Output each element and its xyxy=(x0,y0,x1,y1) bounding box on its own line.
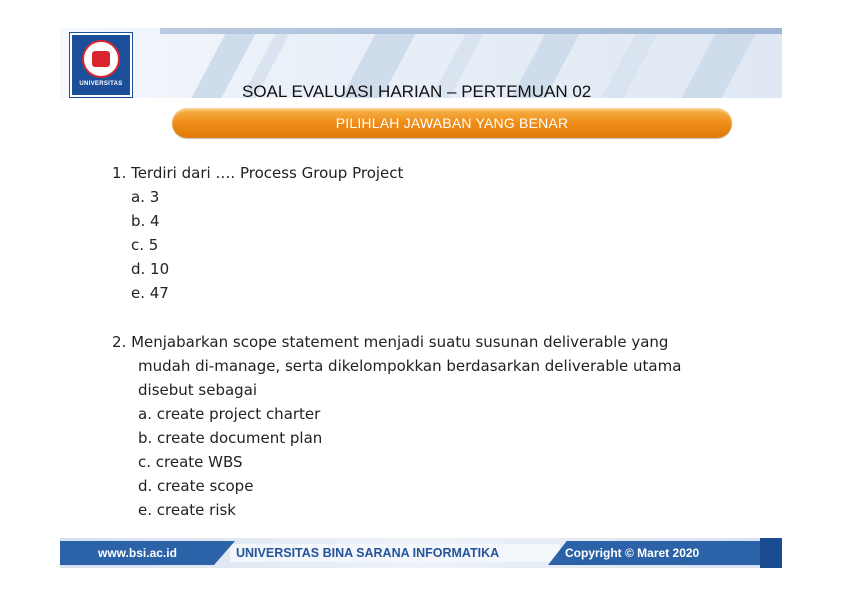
footer-copyright: Copyright © Maret 2020 xyxy=(565,546,700,560)
answer-option: a. 3 xyxy=(131,188,160,206)
footer-url: www.bsi.ac.id xyxy=(98,546,177,560)
question-2 xyxy=(112,330,681,522)
question-text: 1. Terdiri dari …. Process Group Project xyxy=(112,164,404,182)
question-text: disebut sebagai xyxy=(138,381,258,399)
question-1 xyxy=(112,161,403,305)
footer-university-name: UNIVERSITAS BINA SARANA INFORMATIKA xyxy=(236,546,500,560)
instruction-text: PILIHLAH JAWABAN YANG BENAR xyxy=(335,115,569,131)
banner-stripe xyxy=(601,28,660,98)
logo-emblem-icon xyxy=(92,51,110,67)
page-title: SOAL EVALUASI HARIAN – PERTEMUAN 02 xyxy=(242,82,592,101)
logo-seal-icon xyxy=(82,40,120,78)
answer-option: a. create project charter xyxy=(138,405,321,423)
answer-option: b. create document plan xyxy=(138,429,323,447)
footer-accent-stripe xyxy=(760,538,782,568)
answer-option: d. create scope xyxy=(138,477,254,495)
question-text: 2. Menjabarkan scope statement menjadi suatu susunan deliverable yang xyxy=(112,333,669,351)
answer-option: c. 5 xyxy=(131,236,159,254)
footer-bar xyxy=(60,538,782,568)
university-logo xyxy=(70,33,132,97)
answer-option: b. 4 xyxy=(131,212,160,230)
answer-option: d. 10 xyxy=(131,260,170,278)
header-top-rule xyxy=(160,28,782,34)
answer-option: e. create risk xyxy=(138,501,236,519)
answer-option: c. create WBS xyxy=(138,453,243,471)
question-text: mudah di-manage, serta dikelompokkan berdasarkan deliverable utama xyxy=(138,357,682,375)
logo-text: UNIVERSITAS xyxy=(79,81,123,87)
instruction-banner xyxy=(172,108,732,138)
answer-option: e. 47 xyxy=(131,284,169,302)
banner-stripe xyxy=(681,28,758,98)
